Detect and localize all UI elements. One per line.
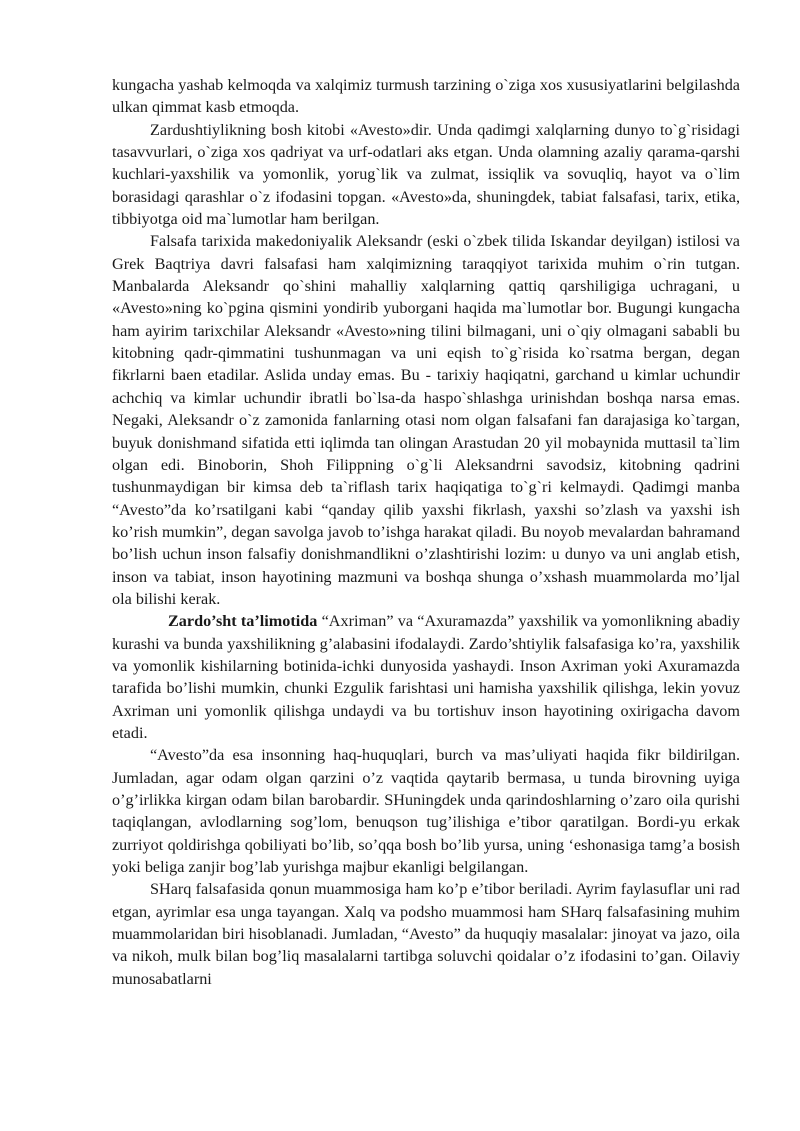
paragraph-aleksandr: Falsafa tarixida makedoniyalik Aleksandr (eski o`zbek tilida Iskandar deyilgan) istilosi va Grek Baqtriya davri falsafasi ham xalqimizning taraqqiyot tarixida muhim o`rin tutgan. Manbalarda Aleksandr qo`shini mahalliy xalqlarning qattiq qarshiligiga uchragani, u «Avesto»ning ko`pgina qismini yondirib yuborgani haqida ma`lumotlar bor. Bugungi kungacha ham ayirim tarixchilar Aleksandr «Avesto»ning tilini bilmagani, uni o`qiy olmagani sababli bu kitobning qadr-qimmatini tushunmagan va uni eqish to`g`risida ko`rsatma bergan, degan fikrlarni baen etadilar. Aslida unday emas. Bu - tarixiy haqiqatni, garchand u kimlar uchundir achchiq va kimlar uchundir ibratli bo`lsa-da haspo`shlashga urinishdan boshqa narsa emas. Negaki, Aleksandr o`z zamonida fanlarning otasi nom olgan falsafani fan darajasiga ko`targan, buyuk donishmand sifatida etti iqlimda tan olingan Arastudan 20 yil mobaynida muttasil ta`lim olgan edi. Binoborin, Shoh Filippning o`g`li Aleksandrni savodsiz, kitobning qadrini tushunmaydigan bir kimsa deb ta`riflash tarix haqiqatiga to`g`ri kelmaydi. Qadimgi manba “Avesto”da ko’rsatilgani kabi “qanday qilib yaxshi fikrlash, yaxshi so’zlash va yaxshi ish ko’rish mumkin”, degan savolga javob to’ishga harakat qiladi. Bu noyob mevalardan bahramand bo’lish uchun inson falsafiy donishmandlikni o’zlashtirishi lozim: u dunyo va uni anglab etish, inson va tabiat, inson hayotining mazmuni va boshqa shunga o’xshash muammolarda mo’ljal ola bilishi kerak. <box>112 232 740 608</box>
bold-term-zardosht: Zardo’sht ta’limotida <box>168 612 318 631</box>
paragraph-sharq-law: SHarq falsafasida qonun muammosiga ham ko’p e’tibor beriladi. Ayrim faylasuflar uni rad etgan, ayrimlar esa unga tayangan. Xalq va podsho muammosi ham SHarq falsafasining muhim muammolaridan biri hisoblanadi. Jumladan, “Avesto” da huquqiy masalalar: jinoyat va jazo, oila va nikoh, mulk bilan bog’liq masalalarni tartibga soluvchi qoidalar o’z ifodasini to’gan. Oilaviy munosabatlarni <box>112 880 740 988</box>
paragraph-zardosht-body: “Axriman” va “Axuramazda” yaxshilik va yomonlikning abadiy kurashi va bunda yaxshilikning g’alabasini ifodalaydi. Zardo’shtiylik falsafasiga ko’ra, yaxshilik va yomonlik kishilarning botinida-ichki dunyosida yashaydi. Inson Axriman yoki Axuramazda tarafida bo’lishi mumkin, chunki Ezgulik farishtasi uni hamisha yaxshilik qilishga, lekin yovuz Axriman uni yomonlik qilishga undaydi va bu tortishuv inson hayotining oxirigacha davom etadi. <box>112 612 740 742</box>
document-page <box>112 74 740 990</box>
paragraph-avesto-intro: Zardushtiylikning bosh kitobi «Avesto»dir. Unda qadimgi xalqlarning dunyo to`g`risidagi tasavvurlari, o`ziga xos qadriyat va urf-odatlari aks etgan. Unda olamning azaliy qarama-qarshi kuchlari-yaxshilik va yomonlik, yorug`lik va zulmat, issiqlik va sovuqliq, hayot va o`lim borasidagi qarashlar o`z ifodasini topgan. «Avesto»da, shuningdek, tabiat falsafasi, tarix, etika, tibbiyotga oid ma`lumotlar ham berilgan. <box>112 120 740 229</box>
paragraph-zardosht-teaching <box>112 610 740 744</box>
paragraph-continuation: kungacha yashab kelmoqda va xalqimiz turmush tarzining o`ziga xos xususiyatlarini belgilashda ulkan qimmat kasb etmoqda. <box>112 76 740 117</box>
paragraph-avesto-rights: “Avesto”da esa insonning haq-huquqlari, burch va mas’uliyati haqida fikr bildirilgan. Jumladan, agar odam olgan qarzini o’z vaqtida qaytarib bermasa, u tunda birovning uyiga o’g’irlikka kirgan odam bilan barobardir. SHuningdek unda qarindoshlarning o’zaro oila qurishi taqiqlangan, avlodlarning sog’lom, benuqson tug’ilishiga e’tibor qaratilgan. Bordi-yu erkak zurriyot qoldirishga qobiliyati bo’lib, so’qqa bosh bo’lib yursa, uning ‘eshonasiga tamg’a bosish yoki beliga zanjir bog’lab yurishga majbur ekanligi belgilangan. <box>112 746 740 877</box>
